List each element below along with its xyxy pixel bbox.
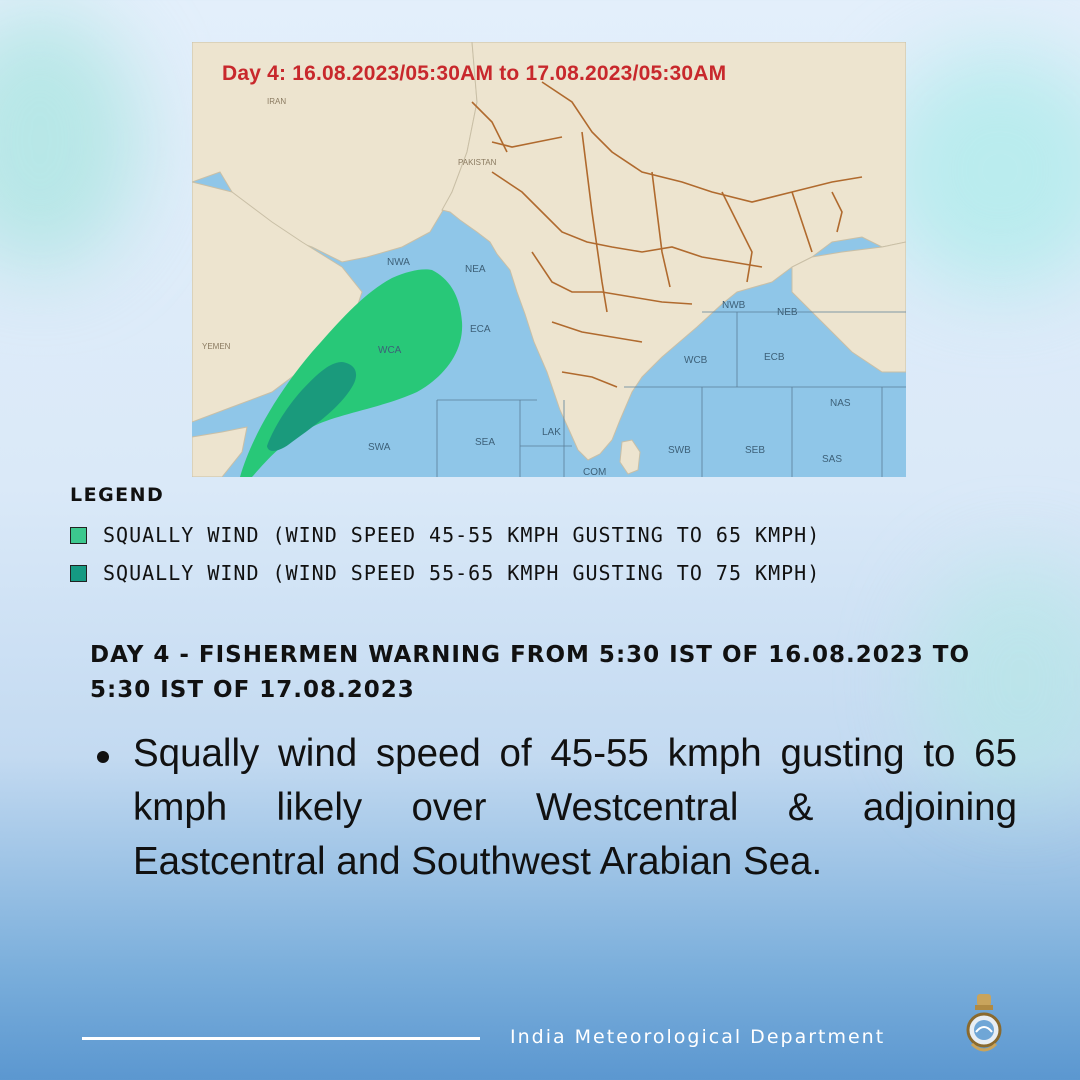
bullet-icon xyxy=(97,751,109,763)
legend-item xyxy=(70,560,820,586)
forecast-map xyxy=(192,42,906,477)
region-label: NAS xyxy=(830,398,851,409)
background-glow xyxy=(0,10,140,270)
place-label: PAKISTAN xyxy=(458,158,497,167)
region-label: SEA xyxy=(475,437,496,448)
legend-swatch-dark-green xyxy=(70,565,87,582)
region-label: SWA xyxy=(368,442,391,453)
place-label: IRAN xyxy=(267,97,287,106)
warning-bullet xyxy=(97,727,1017,889)
region-label: NWB xyxy=(722,300,746,311)
region-label: ECA xyxy=(470,324,491,335)
background-glow xyxy=(880,50,1080,290)
region-label: LAK xyxy=(542,427,561,438)
legend-title: LEGEND xyxy=(70,484,165,506)
map-graphic xyxy=(192,42,906,477)
region-label: SWB xyxy=(668,445,691,456)
region-label: ECB xyxy=(764,352,785,363)
place-label: YEMEN xyxy=(202,342,231,351)
imd-emblem-icon xyxy=(964,992,1004,1060)
footer-divider xyxy=(82,1037,480,1040)
region-label: COM xyxy=(583,467,607,477)
region-label: SEB xyxy=(745,445,766,456)
legend-swatch-light-green xyxy=(70,527,87,544)
legend-item-label: SQUALLY WIND (WIND SPEED 55-65 KMPH GUSTING TO 75 KMPH) xyxy=(103,561,821,585)
region-label: WCB xyxy=(684,355,708,366)
legend-item xyxy=(70,522,820,548)
region-label: NEB xyxy=(777,307,798,318)
region-label: WCA xyxy=(378,345,402,356)
warning-bullet-text: Squally wind speed of 45-55 kmph gusting to 65 kmph likely over Westcentral & adjoining Eastcentral and Southwest Arabian Sea. xyxy=(133,732,1017,883)
map-title: Day 4: 16.08.2023/05:30AM to 17.08.2023/05:30AM xyxy=(222,62,727,85)
region-label: NWA xyxy=(387,257,410,268)
region-label: SAS xyxy=(822,454,843,465)
legend-item-label: SQUALLY WIND (WIND SPEED 45-55 KMPH GUSTING TO 65 KMPH) xyxy=(103,523,821,547)
region-label: NEA xyxy=(465,264,486,275)
footer-organization: India Meteorological Department xyxy=(510,1026,886,1048)
warning-title: DAY 4 - FISHERMEN WARNING FROM 5:30 IST OF 16.08.2023 TO 5:30 IST OF 17.08.2023 xyxy=(90,642,970,703)
